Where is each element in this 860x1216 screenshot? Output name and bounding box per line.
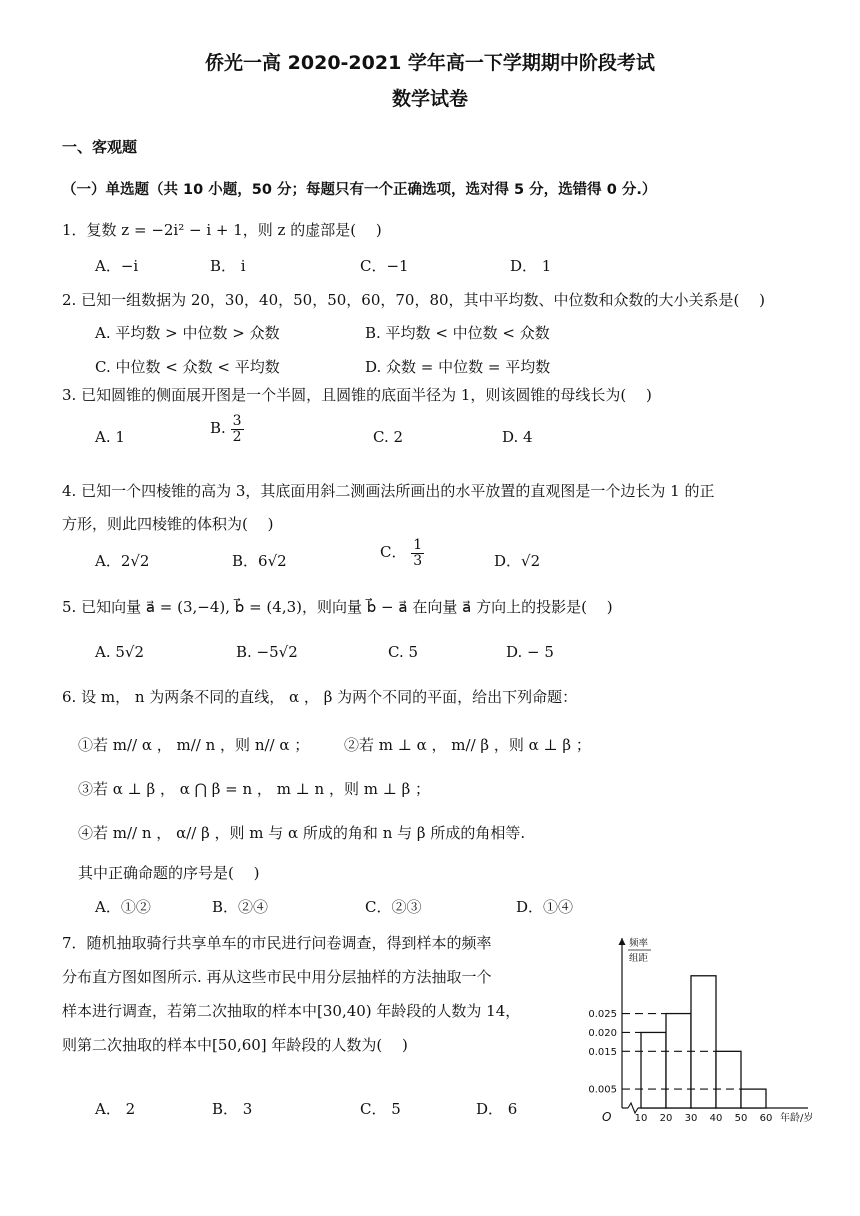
exam-subtitle: 数学试卷	[391, 88, 468, 110]
q4-option-d: D．√2	[494, 552, 541, 570]
q2-option-c: C. 中位数 < 众数 < 平均数	[95, 358, 280, 376]
frequency-histogram	[570, 928, 855, 1124]
q5-option-b: B. −5√2	[236, 643, 298, 661]
q7-option-d: D． 6	[476, 1100, 518, 1118]
fraction-denominator: 3	[413, 552, 423, 569]
x-tick-label: 60	[759, 1113, 773, 1124]
section-heading: 一、客观题	[62, 138, 138, 156]
question-4-stem-line1: 4. 已知一个四棱锥的高为 3，其底面用斜二测画法所画出的水平放置的直观图是一个边长为 1 的正	[62, 482, 715, 500]
origin-label: O	[602, 1110, 612, 1124]
question-7-stem-line1: 7．随机抽取骑行共享单车的市民进行问卷调查，得到样本的频率	[62, 934, 492, 952]
histogram-bar	[641, 1032, 666, 1108]
q6-proposition-1: ①若 m// α ， m// n ，则 n// α ；	[78, 736, 310, 754]
q4-option-b: B．6√2	[232, 552, 287, 570]
q3-option-a: A. 1	[95, 428, 125, 446]
q6-option-a: A．①②	[95, 898, 151, 916]
q6-proposition-4: ④若 m// n ， α// β ，则 m 与 α 所成的角和 n 与 β 所成的角相等.	[78, 824, 526, 842]
q2-option-a: A. 平均数 > 中位数 > 众数	[95, 324, 280, 342]
question-7-stem-line2: 分布直方图如图所示. 再从这些市民中用分层抽样的方法抽取一个	[62, 968, 492, 986]
q1-option-d: D． 1	[510, 257, 552, 275]
exam-title: 侨光一高 2020-2021 学年高一下学期期中阶段考试	[205, 52, 655, 74]
q1-option-b: B． i	[210, 257, 246, 275]
q6-proposition-2: ②若 m ⊥ α ， m// β ，则 α ⊥ β ；	[344, 736, 591, 754]
histogram-bar	[666, 1014, 691, 1108]
question-7-stem-line4: 则第二次抽取的样本中[50,60] 年龄段的人数为( )	[62, 1036, 408, 1054]
q6-option-d: D．①④	[516, 898, 574, 916]
q6-ask: 其中正确命题的序号是( )	[78, 864, 260, 882]
y-axis-arrow	[619, 938, 626, 945]
q1-option-c: C．−1	[360, 257, 409, 275]
q7-option-a: A． 2	[95, 1100, 136, 1118]
question-6-stem: 6. 设 m， n 为两条不同的直线， α ， β 为两个不同的平面，给出下列命题：	[62, 688, 578, 706]
q2-option-b: B. 平均数 < 中位数 < 众数	[365, 324, 550, 342]
q1-option-a: A．−i	[95, 257, 139, 275]
q5-option-d: D. − 5	[506, 643, 554, 661]
x-tick-label: 20	[659, 1113, 673, 1124]
x-tick-label: 50	[734, 1113, 748, 1124]
y-axis-label-denominator: 组距	[629, 953, 649, 964]
axis-break-mark	[628, 1103, 638, 1113]
x-axis-label: 年龄/岁	[780, 1113, 814, 1124]
q5-option-a: A. 5√2	[95, 643, 145, 661]
y-tick-label: 0.015	[588, 1046, 617, 1058]
y-tick-label: 0.020	[588, 1027, 617, 1039]
question-1-stem: 1．复数 z = −2i² − i + 1，则 z 的虚部是( )	[62, 221, 382, 239]
question-5-stem: 5. 已知向量 a⃗ = (3,−4), b⃗ = (4,3)，则向量 b⃗ − a⃗ 在向量 a⃗ 方向上的投影是( )	[62, 598, 613, 616]
x-tick-label: 40	[709, 1113, 723, 1124]
q6-option-b: B．②④	[212, 898, 269, 916]
histogram-bars	[622, 976, 766, 1108]
question-2-stem: 2. 已知一组数据为 20，30，40，50，50，60，70，80，其中平均数、中位数和众数的大小关系是( )	[62, 291, 766, 309]
q6-option-c: C．②③	[365, 898, 422, 916]
q3-option-c: C. 2	[373, 428, 404, 446]
fraction-denominator: 2	[232, 428, 242, 445]
q5-option-c: C. 5	[388, 643, 419, 661]
q4-option-c: C． $\frac{1}{3}$	[380, 537, 423, 569]
x-tick-label: 30	[684, 1113, 698, 1124]
q4-option-a: A．2√2	[95, 552, 150, 570]
histogram-bar	[691, 976, 716, 1108]
y-tick-label: 0.025	[588, 1009, 617, 1021]
y-tick-label: 0.005	[588, 1084, 617, 1096]
question-4-stem-line2: 方形，则此四棱锥的体积为( )	[62, 515, 274, 533]
q6-proposition-3: ③若 α ⊥ β ， α ⋂ β = n ， m ⊥ n ，则 m ⊥ β ；	[78, 780, 431, 798]
section-subheading: （一）单选题（共 10 小题，50 分；每题只有一个正确选项，选对得 5 分，选错得 0 分.）	[62, 182, 657, 198]
y-axis-label-numerator: 频率	[629, 938, 649, 949]
q7-option-c: C． 5	[360, 1100, 401, 1118]
q3-option-d: D. 4	[502, 428, 533, 446]
q3-option-b: B. $\frac{3}{2}$	[210, 413, 242, 445]
question-3-stem: 3. 已知圆锥的侧面展开图是一个半圆，且圆锥的底面半径为 1，则该圆锥的母线长为( )	[62, 386, 652, 404]
fraction-numerator: 3	[232, 413, 242, 429]
x-tick-label: 10	[634, 1113, 648, 1124]
histogram-bar	[716, 1051, 741, 1108]
question-7-stem-line3: 样本进行调查，若第二次抽取的样本中[30,40) 年龄段的人数为 14，	[62, 1002, 521, 1020]
histogram-bar	[741, 1089, 766, 1108]
fraction-numerator: 1	[413, 537, 423, 553]
q2-option-d: D. 众数 = 中位数 = 平均数	[365, 358, 551, 376]
q7-option-b: B． 3	[212, 1100, 253, 1118]
